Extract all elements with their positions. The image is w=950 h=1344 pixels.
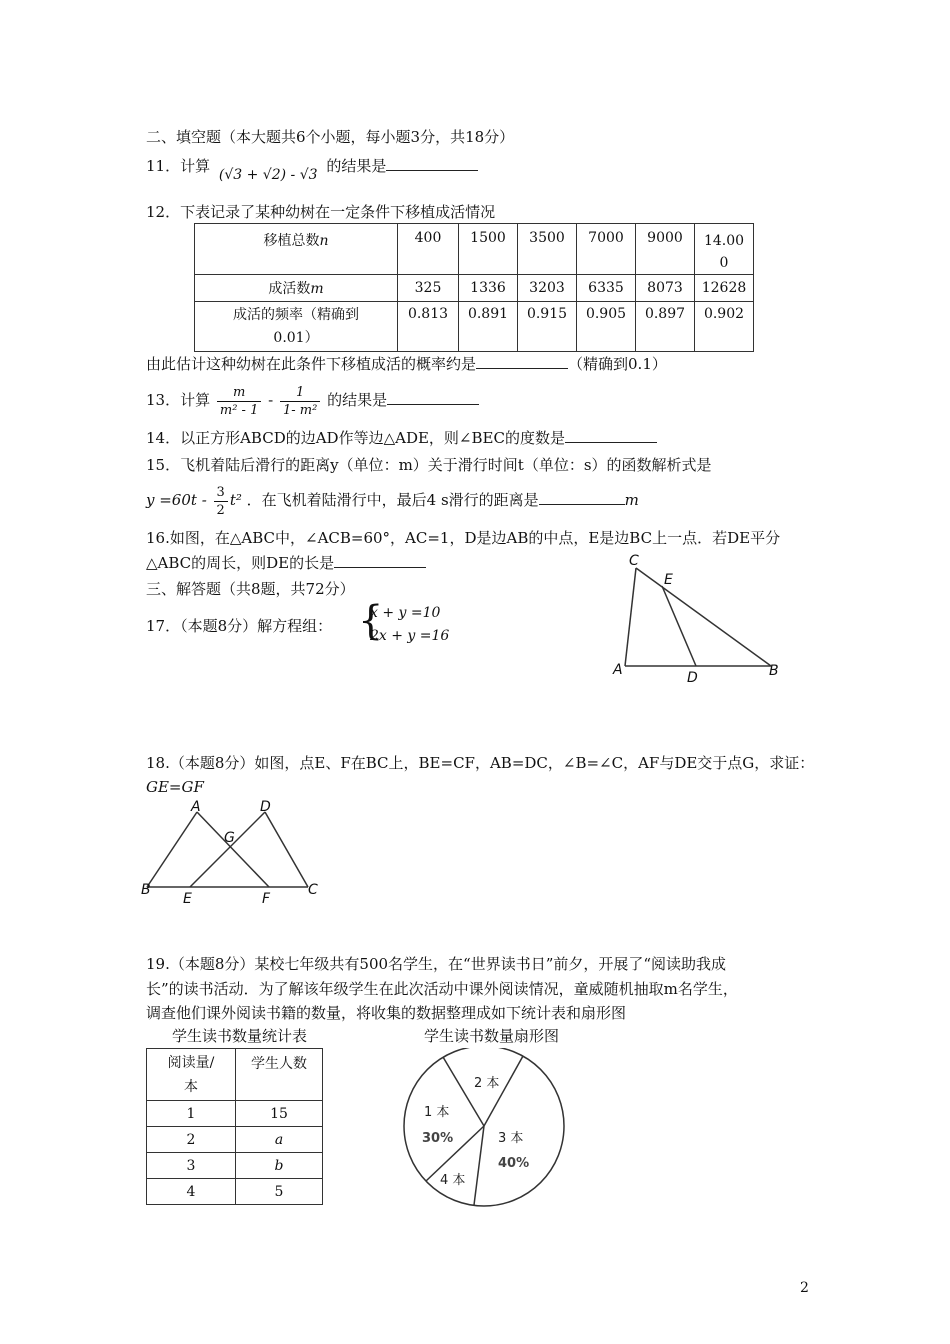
q18-label-f: F [262,891,271,907]
q19-col2-header: 学生人数 [236,1049,323,1101]
q19-row-value: 15 [236,1101,323,1127]
q15-line2-text: ．在飞机着陆滑行中，最后4 s滑行的距离是 [246,491,539,509]
q19-pie-pct-1: 30% [422,1131,454,1146]
q16-label-c: C [629,553,639,569]
q18-label-g: G [224,830,235,846]
q12-n-cell: 9000 [636,224,695,275]
q19-pie-label-2: 2 本 [474,1076,500,1091]
q19-row-value: b [236,1153,323,1179]
q13-minus: - [268,391,274,409]
q12-after-note: （精确到0.1） [568,355,667,373]
q16-side-ca [625,568,636,666]
q15-line1: 15．飞机着陆后滑行的距离y（单位：m）关于滑行时间t（单位：s）的函数解析式是 [146,456,712,474]
q12-row-f-label [195,302,398,352]
q12-stem: 12．下表记录了某种幼树在一定条件下移植成活情况 [146,203,496,221]
q12-n-last-b: 0 [719,255,729,271]
q11-suffix: 的结果是 [326,157,387,175]
q17-eq1: x + y =10 [370,605,441,621]
q12-n-cell: 400 [398,224,459,275]
q19-pie-label-4: 4 本 [440,1173,466,1188]
q12-m-cell: 1336 [459,275,518,302]
q15-formula-den: 2 [216,502,225,518]
q13-frac1 [217,384,261,419]
q16-label-d: D [687,670,698,686]
q12-n-last-a: 14.00 [703,233,745,249]
section2-title: 二、填空题（本大题共6个小题，每小题3分，共18分） [146,128,515,146]
q15-formula-lhs: y =60t - [146,491,207,509]
q16-line2 [146,553,426,573]
q12-f-cell: 0.891 [459,302,518,352]
q12-m-cell: 8073 [636,275,695,302]
q12-m-cell: 325 [398,275,459,302]
q15-formula-num: 3 [214,484,228,502]
q11-answer-blank [386,156,478,171]
q16-triangle-figure [600,548,800,688]
q18-label-d: D [260,799,271,815]
q19-pie-label-3: 3 本 [498,1131,524,1146]
q11 [146,156,478,183]
q19-pie-divider-2-3 [484,1056,523,1126]
section3-title: 三、解答题（共8题，共72分） [146,580,355,598]
q12-n-cell: 1500 [459,224,518,275]
q13-answer-blank [387,390,479,405]
q19-pie-title: 学生读书数量扇形图 [424,1027,560,1045]
q13-frac2 [280,384,320,419]
q18-label-e: E [183,891,192,907]
q12-f-cell: 0.902 [695,302,754,352]
q19-line2: 长”的读书活动．为了解该年级学生在此次活动中课外阅读情况，童威随机抽取m名学生， [146,980,738,998]
q12-f-cell: 0.915 [518,302,577,352]
q14-answer-blank [565,428,657,443]
q13-frac2-den: 1- m² [282,402,318,418]
q18-line2: GE=GF [146,778,204,796]
q12-m-cell: 6335 [577,275,636,302]
q12-f-cell: 0.813 [398,302,459,352]
q19-row-value: a [236,1127,323,1153]
q16-label-e: E [664,572,673,588]
q18-side-af [197,812,269,887]
q12-f-cell: 0.897 [636,302,695,352]
q12-after-text: 由此估计这种幼树在此条件下移植成活的概率约是 [146,355,477,373]
q16-segment-de [662,586,696,666]
q11-prefix: 11．计算 [146,157,211,175]
q13-prefix: 13．计算 [146,391,211,409]
q15-unit: m [624,491,639,509]
q19-col1-header [147,1049,236,1101]
q12-row-f-label-b: 0.01） [273,330,319,346]
q16-label-b: B [769,663,779,679]
q15-answer-blank [539,490,625,505]
q13-frac2-num: 1 [280,384,320,402]
q14 [146,428,657,448]
q17-prefix: 17．（本题8分）解方程组： [146,617,333,635]
q19-row-key: 3 [147,1153,236,1179]
q17-eq2: 2x + y =16 [370,628,450,644]
q16-side-cb [636,568,771,666]
q18-side-ab [147,812,197,887]
q16-line1: 16.如图，在△ABC中，∠ACB=60°，AC=1，D是边AB的中点，E是边BC上一点．若DE平分 [146,529,781,547]
q18-side-dc [265,812,308,887]
q14-text: 14．以正方形ABCD的边AD作等边△ADE，则∠BEC的度数是 [146,429,565,447]
q13-suffix: 的结果是 [327,391,388,409]
q19-pie-label-1: 1 本 [424,1105,450,1120]
q19-table-title: 学生读书数量统计表 [172,1027,308,1045]
q18-label-c: C [308,882,318,898]
q19-row-value: 5 [236,1179,323,1205]
q12-n-cell: 7000 [577,224,636,275]
q19-line1: 19.（本题8分）某校七年级共有500名学生，在“世界读书日”前夕，开展了“阅读助我成 [146,955,727,973]
q12-n-cell: 3500 [518,224,577,275]
q19-col1-b: 本 [184,1078,198,1095]
q12-row-f-label-a: 成活的频率（精确到 [233,307,359,323]
q12-answer-blank [476,354,568,369]
q11-expr: (√3 + √2) - √3 [218,167,318,183]
q15-line2 [146,480,639,520]
q17-brace: { [358,598,384,644]
page-number: 2 [800,1280,809,1296]
q19-pie-divider-3-4 [474,1126,484,1205]
q18-line1: 18.（本题8分）如图，点E、F在BC上，BE=CF，AB=DC，∠B=∠C，AF与DE交于点G，求证： [146,754,815,772]
q19-row-key: 1 [147,1101,236,1127]
q15-formula-frac [214,484,228,519]
q19-row-key: 2 [147,1127,236,1153]
q12-m-cell: 3203 [518,275,577,302]
q18-label-a: A [191,799,201,815]
q18-label-b: B [141,882,151,898]
q13 [146,380,479,420]
q12-after [146,354,667,374]
q13-frac1-den: m² - 1 [219,402,259,418]
q19-col1-a: 阅读量/ [167,1054,215,1071]
q12-row-m-label: 成活数m [195,275,398,302]
q12-f-cell: 0.905 [577,302,636,352]
q19-pie-chart [396,1048,576,1212]
q12-m-cell: 12628 [695,275,754,302]
q16-answer-blank [334,553,426,568]
q12-table [194,223,754,352]
q18-figure [135,795,335,907]
q19-pie-pct-3: 40% [498,1156,530,1171]
q12-n-cell-last [695,224,754,275]
q13-frac1-num: m [217,384,261,402]
q16-label-a: A [613,662,623,678]
q12-row-n-label: 移植总数n [195,224,398,275]
q16-line2-text: △ABC的周长，则DE的长是 [146,554,335,572]
q15-formula-tail: t² [229,491,242,509]
q19-table [146,1048,323,1205]
q19-row-key: 4 [147,1179,236,1205]
q19-line3: 调查他们课外阅读书籍的数量，将收集的数据整理成如下统计表和扇形图 [146,1004,627,1022]
q18-side-ed [190,812,265,887]
